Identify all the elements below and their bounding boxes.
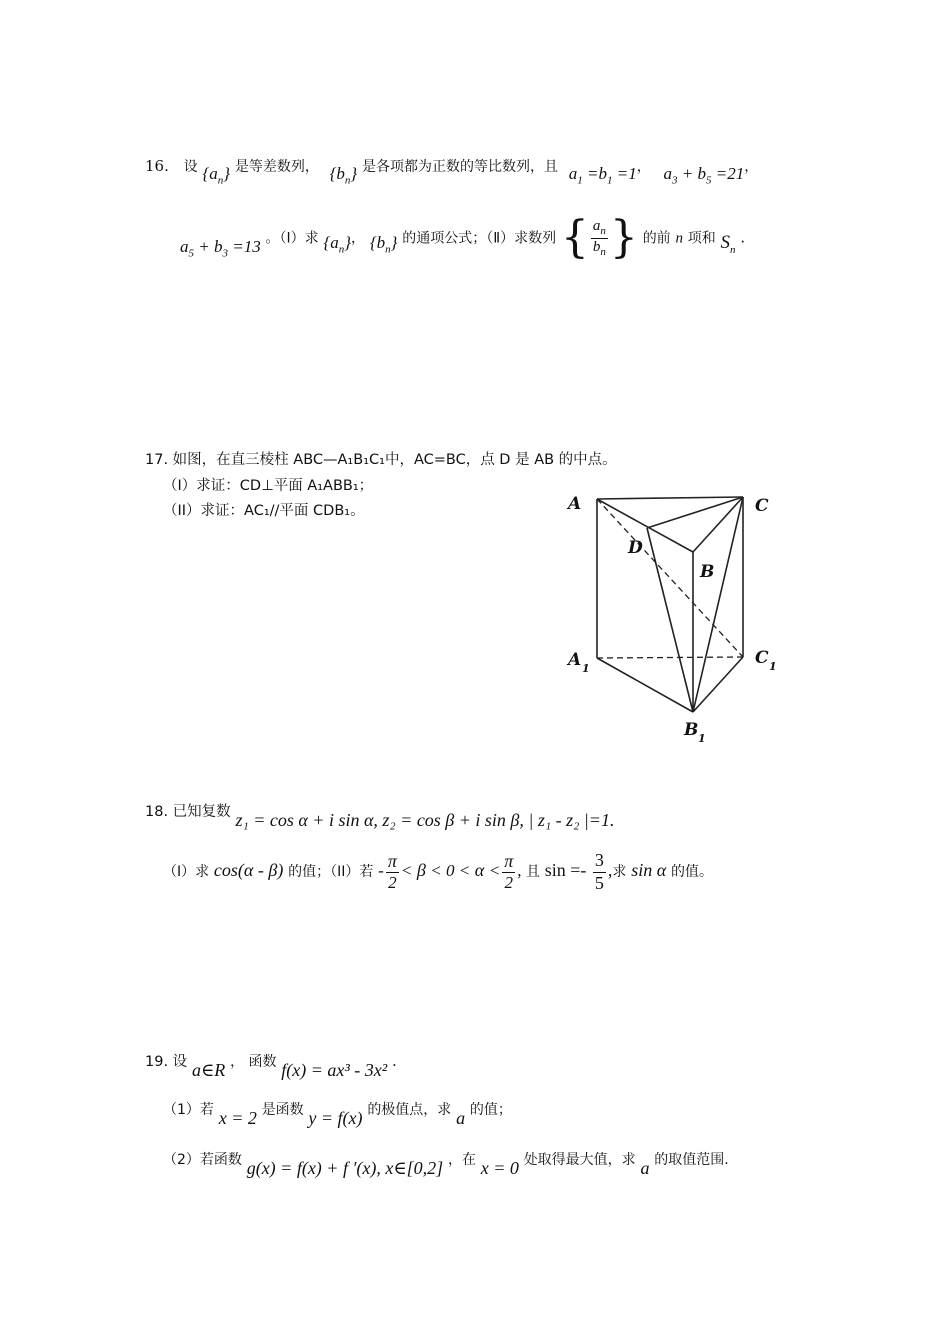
problem-17-line-2: （I）求证：CD⊥平面 A₁ABB₁；	[163, 478, 374, 494]
label-c: C	[755, 496, 769, 516]
function-g: g(x) = f(x) + f ′(x), x∈[0,2]	[246, 1158, 444, 1178]
prism-figure	[560, 485, 800, 755]
label-b1: B	[684, 720, 699, 740]
problem-19-line-1: 19. 设 a∈R ， 函数 f(x) = ax³ - 3x² .	[145, 1052, 397, 1080]
angle-condition: - $\frac{\pi}{2}$ < β < 0 < α < $\frac{\pi}{2}$ ,	[378, 850, 522, 893]
problem-16-line-1: 16. 设 $\{a_n\}$ 是等差数列， $\{b_n\}$ 是各项都为正数的等比数列，且 $a_1 =b_1 =1$， $a_3 + b_5 =21$，	[145, 157, 759, 187]
problem-16-number: 16.	[145, 157, 169, 175]
label-b: B	[700, 562, 715, 582]
problem-19-question-1: （1）若 x = 2 是函数 y = f(x) 的极值点，求 a 的值；	[163, 1102, 512, 1128]
condition-2: $a_3 + b_5 =21$	[663, 164, 745, 187]
function-f: f(x) = ax³ - 3x²	[281, 1060, 388, 1080]
problem-18-line-1: 18. 已知复数 z₁ = cos α + i sin α, z₂ = cos β + i sin β, | z₁ - z₂ |=1.	[145, 804, 615, 830]
sum-sn: $S_n$	[720, 232, 736, 257]
problem-18-line-2: （I）求 cos(α - β) 的值；（II）若 - $\frac{\pi}{2}$ < β < 0 < α < $\frac{\pi}{2}$ , 且 sin =- $\frac{3}{5}$ ,求 sin α 的值。	[163, 850, 713, 893]
problem-16-line-2: $a_5 + b_3 =13$ 。（Ⅰ）求 $\{a_n\}$， $\{b_n\}$ 的通项公式；（Ⅱ）求数列 { $\frac{a_n}{b_n}$ } 的前 n 项和 $S_n$ .	[180, 212, 746, 263]
problem-19-question-2: （2）若函数 g(x) = f(x) + f ′(x), x∈[0,2] ，在 x = 0 处取得最大值，求 a 的取值范围.	[163, 1152, 729, 1178]
fraction-an-bn: $\frac{a_n}{b_n}$	[592, 217, 606, 259]
sin-condition: sin =- $\frac{3}{5}$ ,	[544, 850, 613, 893]
label-a: A	[568, 494, 582, 514]
label-c1: C	[755, 648, 769, 668]
complex-numbers: z₁ = cos α + i sin α, z₂ = cos β + i sin β, | z₁ - z₂ |=1.	[235, 810, 615, 830]
label-c1-sub: 1	[769, 660, 777, 673]
label-a1: A	[568, 650, 582, 670]
sequence-a: $\{a_n\}$	[202, 164, 231, 187]
problem-17-line-3: （II）求证：AC₁//平面 CDB₁。	[163, 503, 365, 519]
label-b1-sub: 1	[698, 732, 706, 745]
condition-3: $a_5 + b_3 =13$	[180, 237, 261, 260]
problem-17-line-1: 17. 如图，在直三棱柱 ABC—A₁B₁C₁中，AC=BC，点 D 是 AB 的中点。	[145, 452, 617, 468]
condition-1: $a_1 =b_1 =1$	[568, 164, 637, 187]
label-d: D	[628, 538, 643, 558]
sequence-b: $\{b_n\}$	[329, 164, 358, 187]
label-a1-sub: 1	[582, 662, 590, 675]
